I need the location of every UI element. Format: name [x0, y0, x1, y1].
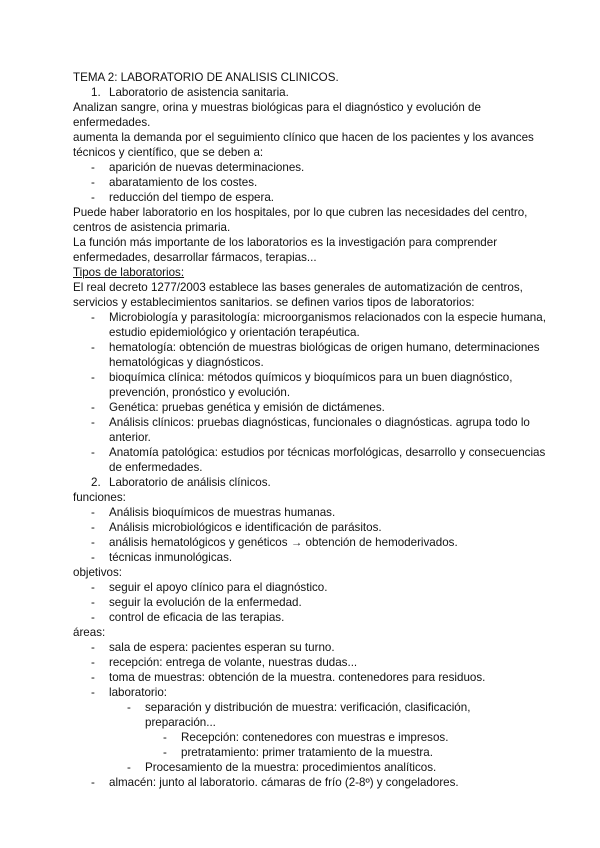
list-item-text: control de eficacia de las terapias.: [109, 611, 285, 624]
section-1-number: 1.: [91, 86, 101, 99]
bullet-dash: -: [91, 371, 95, 384]
list-item-text: anterior.: [109, 431, 151, 444]
document-title: TEMA 2: LABORATORIO DE ANALISIS CLINICOS.: [73, 71, 339, 84]
paragraph-line: enfermedades, desarrollar fármacos, terapias...: [73, 251, 317, 264]
paragraph-line: El real decreto 1277/2003 establece las bases generales de automatización de centros,: [73, 281, 523, 294]
list-item-text: prevención, pronóstico y evolución.: [109, 386, 291, 399]
bullet-dash: -: [91, 656, 95, 669]
list-item-text: laboratorio:: [109, 686, 168, 699]
bullet-dash: -: [91, 551, 95, 564]
list-item-text: de enfermedades.: [109, 461, 203, 474]
bullet-dash: -: [91, 161, 95, 174]
list-item-text: abaratamiento de los costes.: [109, 176, 258, 189]
bullet-dash: -: [91, 341, 95, 354]
list-item-text: técnicas inmunológicas.: [109, 551, 233, 564]
paragraph-line: enfermedades.: [73, 116, 151, 129]
list-item-text: Anatomía patológica: estudios por técnicas morfológicas, desarrollo y consecuencias: [109, 446, 546, 459]
paragraph-line: servicios y establecimientos sanitarios. se definen varios tipos de laboratorios:: [73, 296, 475, 309]
list-item-text: toma de muestras: obtención de la muestra. contenedores para residuos.: [109, 671, 486, 684]
list-item-text: Análisis microbiológicos e identificación de parásitos.: [109, 521, 382, 534]
list-item-text: hematológicas y diagnósticos.: [109, 356, 264, 369]
list-item-text: reducción del tiempo de espera.: [109, 191, 274, 204]
bullet-dash: -: [91, 311, 95, 324]
bullet-dash: -: [91, 596, 95, 609]
paragraph-line: aumenta la demanda por el seguimiento clínico que hacen de los pacientes y los avances: [73, 131, 534, 144]
sublist-item-text: preparación...: [145, 716, 216, 729]
bullet-dash: -: [91, 191, 95, 204]
section-2-number: 2.: [91, 476, 101, 489]
bullet-dash: -: [91, 536, 95, 549]
list-item-text: recepción: entrega de volante, nuestras dudas...: [109, 656, 358, 669]
bullet-dash: -: [163, 731, 167, 744]
subsublist-item-text: Recepción: contenedores con muestras e impresos.: [181, 731, 449, 744]
paragraph-line: La función más importante de los laboratorios es la investigación para comprender: [73, 236, 498, 249]
bullet-dash: -: [91, 671, 95, 684]
list-item-text: almacén: junto al laboratorio. cámaras de frío (2-8º) y congeladores.: [109, 776, 459, 789]
bullet-dash: -: [91, 686, 95, 699]
paragraph-line: Analizan sangre, orina y muestras biológicas para el diagnóstico y evolución de: [73, 101, 481, 114]
list-item-text: Análisis clínicos: pruebas diagnósticas, funcionales o diagnósticas. agrupa todo lo: [109, 416, 530, 429]
bullet-dash: -: [127, 701, 131, 714]
list-item-text: aparición de nuevas determinaciones.: [109, 161, 305, 174]
paragraph-line: técnicos y científico, que se deben a:: [73, 146, 264, 159]
bullet-dash: -: [91, 521, 95, 534]
list-item-text: Genética: pruebas genética y emisión de dictámenes.: [109, 401, 385, 414]
list-item-text: sala de espera: pacientes esperan su turno.: [109, 641, 335, 654]
objetivos-label: objetivos:: [73, 566, 122, 579]
list-item-text: estudio epidemiológico y orientación terapéutica.: [109, 326, 360, 339]
list-item-text: bioquímica clínica: métodos químicos y bioquímicos para un buen diagnóstico,: [109, 371, 513, 384]
bullet-dash: -: [91, 416, 95, 429]
subsublist-item-text: pretratamiento: primer tratamiento de la muestra.: [181, 746, 433, 759]
bullet-dash: -: [91, 506, 95, 519]
tipos-heading-text: Tipos de laboratorios:: [73, 266, 185, 279]
paragraph-line: centros de asistencia primaria.: [73, 221, 231, 234]
bullet-dash: -: [91, 401, 95, 414]
section-1-label: Laboratorio de asistencia sanitaria.: [109, 86, 289, 99]
list-item-text: análisis hematológicos y genéticos → obtención de hemoderivados.: [109, 536, 458, 549]
bullet-dash: -: [91, 176, 95, 189]
paragraph-line: Puede haber laboratorio en los hospitales, por lo que cubren las necesidades del centro,: [73, 206, 528, 219]
sublist-item-text: Procesamiento de la muestra: procedimientos analíticos.: [145, 761, 437, 774]
bullet-dash: -: [91, 581, 95, 594]
bullet-dash: -: [127, 761, 131, 774]
list-item-text: hematología: obtención de muestras biológicas de origen humano, determinaciones: [109, 341, 540, 354]
list-item-text: Análisis bioquímicos de muestras humanas.: [109, 506, 336, 519]
list-item-text: seguir la evolución de la enfermedad.: [109, 596, 302, 609]
bullet-dash: -: [91, 776, 95, 789]
section-2-label: Laboratorio de análisis clínicos.: [109, 476, 271, 489]
bullet-dash: -: [163, 746, 167, 759]
list-item-text: Microbiología y parasitología: microorganismos relacionados con la especie humana,: [109, 311, 546, 324]
sublist-item-text: separación y distribución de muestra: verificación, clasificación,: [145, 701, 471, 714]
funciones-label: funciones:: [73, 491, 126, 504]
bullet-dash: -: [91, 446, 95, 459]
list-item-text: seguir el apoyo clínico para el diagnóstico.: [109, 581, 328, 594]
tipos-heading: [73, 266, 552, 281]
bullet-dash: -: [91, 611, 95, 624]
bullet-dash: -: [91, 641, 95, 654]
areas-label: áreas:: [73, 626, 106, 639]
